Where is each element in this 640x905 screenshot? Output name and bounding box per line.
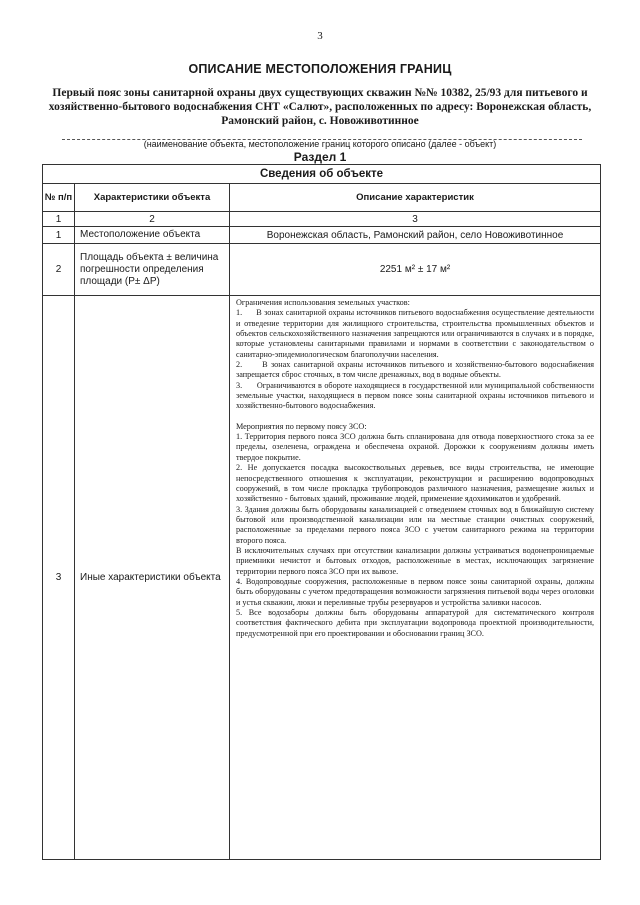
- column-header-description: Описание характеристик: [230, 184, 601, 212]
- restrictions-heading: Ограничения использования земельных участков:: [236, 298, 410, 307]
- row-number: 2: [43, 244, 75, 296]
- row-number: 3: [43, 296, 75, 860]
- row-characteristic: Площадь объекта ± величина погрешности определения площади (P± ΔP): [75, 244, 230, 296]
- row-characteristic: Местоположение объекта: [75, 227, 230, 244]
- document-subtitle: Первый пояс зоны санитарной охраны двух существующих скважин №№ 10382, 25/93 для питьевого и хозяйственно-бытового водоснабжения СНТ «Салют», расположенных по адресу: Воронежская область, Рамонский район, с. Новоживотинное: [48, 87, 592, 127]
- column-header-number: № п/п: [43, 184, 75, 212]
- measure-item: 2. Не допускается посадка высокоствольных деревьев, все виды строительства, не имеющие непосредственного отношения к эксплуатации, реконструкции и расширению водопроводных сооружений, в том числе прокладка трубопроводов различного назначения, размещение жилых и хозяйственно - бытовых зданий, проживание людей, применение ядохимикатов и удобрений.: [236, 463, 597, 504]
- page-number: 3: [317, 30, 323, 42]
- object-note: (наименование объекта, местоположение границ которого описано (далее - объект): [143, 139, 497, 149]
- document-title: ОПИСАНИЕ МЕСТОПОЛОЖЕНИЯ ГРАНИЦ: [188, 62, 452, 76]
- restriction-item: 1. В зонах санитарной охраны источников питьевого водоснабжения осуществление деятельности и отведение территории для жилищного строительства, строительства промышленных объектов и объектов сельскохозяйственного назначения запрещаются или ограничиваются в случаях и в порядке, которые установлены санитарными правилами и нормами в соответствии с законодательством о санитарно-эпидемиологическом благополучии населения.: [236, 308, 597, 359]
- row-description: Воронежская область, Рамонский район, село Новоживотинное: [230, 227, 601, 244]
- measure-item: 3. Здания должны быть оборудованы канализацией с отведением сточных вод в ближайшую систему бытовой или производственной канализации или на местные станции очистных сооружений, расположенные за пределами первого пояса ЗСО с учетом санитарного режима на территории второго пояса.: [236, 504, 597, 545]
- column-index-1: 1: [43, 212, 75, 227]
- column-index-3: 3: [230, 212, 601, 227]
- section-title: Раздел 1: [293, 150, 347, 164]
- measure-item: 5. Все водозаборы должны быть оборудованы аппаратурой для систематического контроля соответствия фактического дебита при эксплуатации водопровода проектной производительности, предусмотренной при его проектировании и обосновании границ ЗСО.: [236, 607, 597, 638]
- column-index-2: 2: [75, 212, 230, 227]
- row-characteristic: Иные характеристики объекта: [75, 296, 230, 860]
- restriction-item: 2. В зонах санитарной охраны источников питьевого и хозяйственно-бытового водоснабжения запрещается сброс сточных, в том числе дренажных, вод в водные объекты.: [236, 360, 597, 380]
- row-number: 1: [43, 227, 75, 244]
- measure-item: 4. Водопроводные сооружения, расположенные в первом поясе зоны санитарной охраны, должны быть оборудованы с учетом предотвращения возможности загрязнения питьевой воды через оголовки и устья скважин, люки и переливные трубы резервуаров и устройства заливки насосов.: [236, 576, 597, 607]
- table-header: Сведения об объекте: [43, 165, 601, 184]
- measure-item: 1. Территория первого пояса ЗСО должна быть спланирована для отвода поверхностного стока за ее пределы, озеленена, ограждена и обеспечена охраной. Дорожки к сооружениям должны иметь твердое покрытие.: [236, 432, 597, 462]
- object-info-table: [42, 164, 601, 860]
- column-header-characteristic: Характеристики объекта: [75, 184, 230, 212]
- row-description: 2251 м² ± 17 м²: [230, 244, 601, 296]
- restriction-item: 3. Ограничиваются в обороте находящиеся в государственной или муниципальной собственности земельные участки, находящиеся в первом поясе зоны санитарной охраны источников питьевого и хозяйственно-бытового водоснабжения.: [236, 380, 597, 411]
- measure-item: В исключительных случаях при отсутствии канализации должны устраиваться водонепроницаемые приемники нечистот и бытовых отходов, расположенные в местах, исключающих загрязнение территории первого пояса ЗСО при их вывозе.: [236, 545, 597, 576]
- other-characteristics-text: [230, 296, 601, 860]
- measures-heading: Мероприятия по первому поясу ЗСО:: [236, 421, 367, 431]
